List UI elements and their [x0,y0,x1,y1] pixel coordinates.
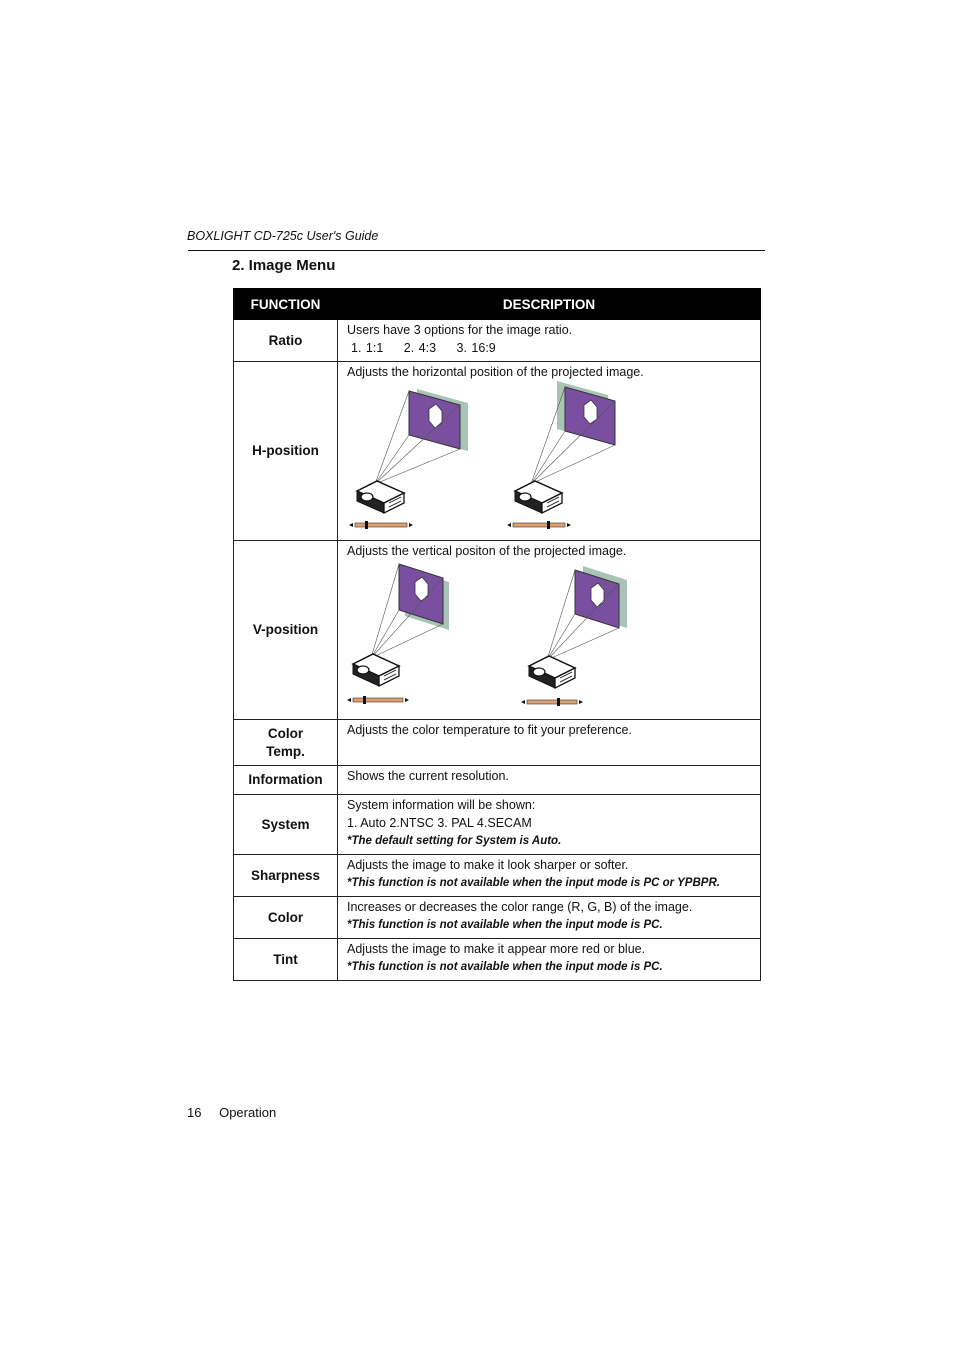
page-number: 16 [187,1105,202,1120]
h-position-description: Adjusts the horizontal position of the projected image. [347,365,644,379]
function-information: Information [234,766,338,795]
description-v-position [338,541,761,720]
system-description: System information will be shown: [347,798,536,812]
section-title: 2. Image Menu [232,257,336,274]
description-ratio [338,320,761,362]
ratio-option-1: 1. 1:1 [351,341,384,355]
ratio-option-3: 3. 16:9 [456,341,496,355]
h-position-illustration-left-icon [347,381,477,531]
function-column-header: FUNCTION [234,289,338,320]
description-color [338,897,761,939]
function-h-position: H-position [234,362,338,541]
table-row-v-position [234,541,761,720]
ratio-description: Users have 3 options for the image ratio. [347,323,573,337]
v-position-illustration-right-icon [521,560,651,710]
table-row-ratio [234,320,761,362]
function-color-temp [234,720,338,766]
table-row-system [234,795,761,855]
function-tint: Tint [234,939,338,981]
description-sharpness [338,855,761,897]
function-sharpness: Sharpness [234,855,338,897]
color-note: *This function is not available when the input mode is PC. [347,919,663,931]
color-temp-label-line1: Color [267,725,304,741]
description-information: Shows the current resolution. [338,766,761,795]
function-system: System [234,795,338,855]
v-position-description: Adjusts the vertical positon of the projected image. [347,544,627,558]
system-options: 1. Auto 2.NTSC 3. PAL 4.SECAM [347,816,532,830]
ratio-options [347,339,751,357]
color-temp-label-line2: Temp. [266,743,305,759]
footer-section: Operation [219,1105,277,1120]
sharpness-note: *This function is not available when the input mode is PC or YPBPR. [347,877,720,889]
description-tint [338,939,761,981]
image-menu-table [233,288,761,981]
sharpness-description: Adjusts the image to make it look sharper or softer. [347,858,629,872]
h-position-figures [347,381,751,536]
color-description: Increases or decreases the color range (R, G, B) of the image. [347,900,693,914]
header-rule [188,250,765,251]
table-row-h-position [234,362,761,541]
h-position-illustration-right-icon [505,381,635,531]
description-system [338,795,761,855]
v-position-figures [347,560,751,715]
page-footer [187,1105,276,1120]
v-position-illustration-left-icon [347,560,477,710]
ratio-option-2: 2. 4:3 [403,341,437,355]
table-row-color-temp [234,720,761,766]
system-note: *The default setting for System is Auto. [347,835,562,847]
table-row-information [234,766,761,795]
table-row-color [234,897,761,939]
table-header-row [234,289,761,320]
description-color-temp: Adjusts the color temperature to fit your preference. [338,720,761,766]
function-color: Color [234,897,338,939]
description-h-position [338,362,761,541]
function-ratio: Ratio [234,320,338,362]
table-row-sharpness [234,855,761,897]
function-v-position: V-position [234,541,338,720]
tint-note: *This function is not available when the input mode is PC. [347,961,663,973]
description-column-header: DESCRIPTION [338,289,761,320]
tint-description: Adjusts the image to make it appear more red or blue. [347,942,646,956]
running-head: BOXLIGHT CD-725c User's Guide [187,229,379,243]
table-row-tint [234,939,761,981]
